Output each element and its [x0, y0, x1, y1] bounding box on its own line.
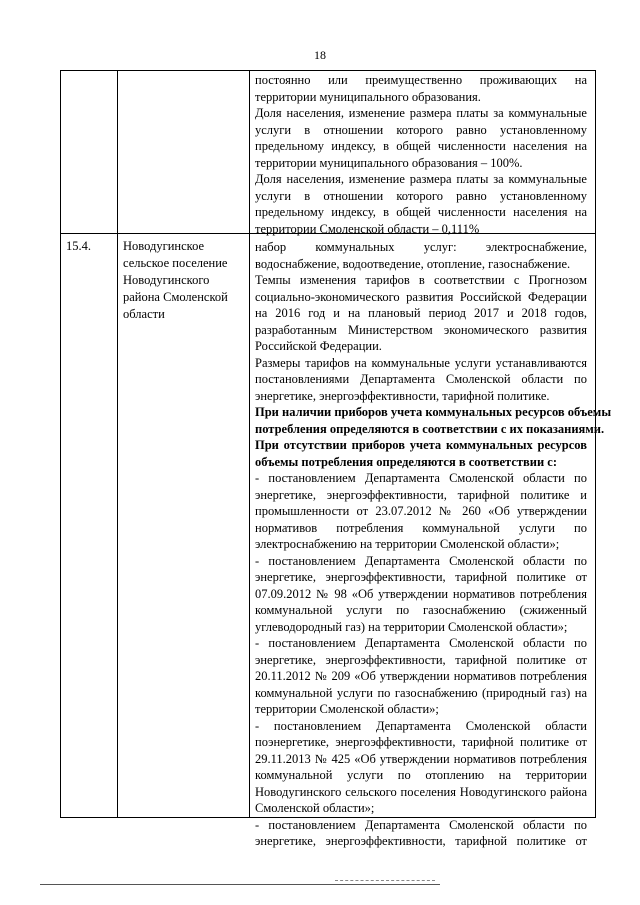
text-line: - постановлением Департамента Смоленской области по: [255, 553, 587, 568]
text-line: - постановлением Департамента Смоленской области по: [255, 817, 587, 832]
text-line: энергетике, энергоэффективности, тарифной политике от: [255, 652, 587, 667]
text-line: - постановлением Департамента Смоленской области: [255, 718, 587, 733]
text-line: на 2016 год и на плановый период 2017 и 2018 годов,: [255, 306, 587, 320]
settlement-name-line: области: [123, 307, 165, 321]
text-line: коммунальной услуги по отоплению на территории: [255, 768, 587, 782]
text-line: предельному индексу, в общей численности населения на: [255, 139, 587, 153]
text-line: социально-экономического развития Российской Федерации: [255, 289, 587, 304]
column-divider-1: [117, 70, 118, 818]
text-line: Российской Федерации.: [255, 339, 382, 353]
text-line: Новодугинского сельского поселения Новодугинского района: [255, 784, 587, 799]
row-number: 15.4.: [66, 239, 91, 253]
text-line: нормативов потребления коммунальной услуги по: [255, 520, 587, 535]
text-line: Смоленской области»;: [255, 801, 375, 815]
settlement-name-line: сельское поселение: [123, 256, 228, 270]
text-line: коммунальной услуги по газоснабжению (природный газ) на: [255, 685, 587, 700]
text-line: территории муниципального образования.: [255, 89, 481, 104]
text-line: территории муниципального образования – 100%.: [255, 155, 523, 170]
settlement-name-line: Новодугинского: [123, 273, 210, 287]
text-line: набор коммунальных услуг: электроснабжение,: [255, 240, 587, 254]
text-line: разработанным Министерством экономического развития: [255, 322, 587, 337]
text-line: энергетике, энергоэффективности, тарифной политике.: [255, 388, 550, 403]
text-line: 20.11.2012 № 209 «Об утверждении нормативов потребления: [255, 669, 587, 683]
text-line: поэнергетике, энергоэффективности, тарифной политике от: [255, 735, 587, 749]
settlement-name: [123, 238, 243, 323]
text-line: услуги в отношении которого равно установленному: [255, 122, 587, 137]
table-top-border: [60, 70, 596, 71]
text-line: 07.09.2012 № 98 «Об утверждении нормативов потребления: [255, 586, 587, 601]
prev-row-text: [255, 72, 587, 237]
text-line: территории Смоленской области – 0,111%: [255, 221, 480, 236]
text-line: постоянно или преимущественно проживающих на: [255, 73, 587, 87]
settlement-name-line: района Смоленской: [123, 290, 228, 304]
text-line: - постановлением Департамента Смоленской области по: [255, 471, 587, 485]
row-15-4-text: [255, 239, 612, 850]
text-line: услуги в отношении которого равно установленному: [255, 188, 587, 203]
text-line: водоснабжение, водоотведение, отопление, газоснабжение.: [255, 256, 571, 271]
settlement-name-line: Новодугинское: [123, 239, 205, 253]
text-line: Размеры тарифов на коммунальные услуги устанавливаются: [255, 355, 587, 370]
footer-rule: [40, 884, 440, 885]
text-line: промышленности от 23.07.2012 № 260 «Об утверждении: [255, 504, 587, 518]
text-line: - постановлением Департамента Смоленской области по: [255, 636, 587, 650]
text-line: 29.11.2013 № 425 «Об утверждении нормативов потребления: [255, 751, 587, 766]
text-line: территории Смоленской области»;: [255, 702, 439, 716]
text-line: энергетике, энергоэффективности, тарифной политике и: [255, 487, 587, 502]
text-line: электроснабжению на территории Смоленской области»;: [255, 537, 560, 551]
text-line: углеводородный газ) на территории Смоленской области»;: [255, 619, 568, 634]
text-line: Темпы изменения тарифов в соответствии с Прогнозом: [255, 273, 587, 287]
column-divider-2: [249, 70, 250, 818]
text-line: Доля населения, изменение размера платы за коммунальные: [255, 172, 587, 186]
text-line: При наличии приборов учета коммунальных ресурсов объемы: [255, 405, 612, 419]
text-line: объемы потребления определяются в соответствии с:: [255, 454, 558, 469]
text-line: Доля населения, изменение размера платы за коммунальные: [255, 106, 587, 120]
text-line: постановлениями Департамента Смоленской области по: [255, 372, 587, 386]
footer-scan-mark: [335, 880, 435, 881]
text-line: потребления определяются в соответствии с их показаниями.: [255, 421, 605, 436]
page-number: 18: [314, 48, 326, 62]
text-line: энергетике, энергоэффективности, тарифной политике от: [255, 834, 587, 848]
text-line: энергетике, энергоэффективности, тарифной политике от: [255, 570, 587, 584]
text-line: При отсутствии приборов учета коммунальных ресурсов: [255, 438, 587, 452]
text-line: коммунальной услуги по газоснабжению (сжиженный: [255, 603, 587, 617]
text-line: предельному индексу, в общей численности населения на: [255, 205, 587, 219]
